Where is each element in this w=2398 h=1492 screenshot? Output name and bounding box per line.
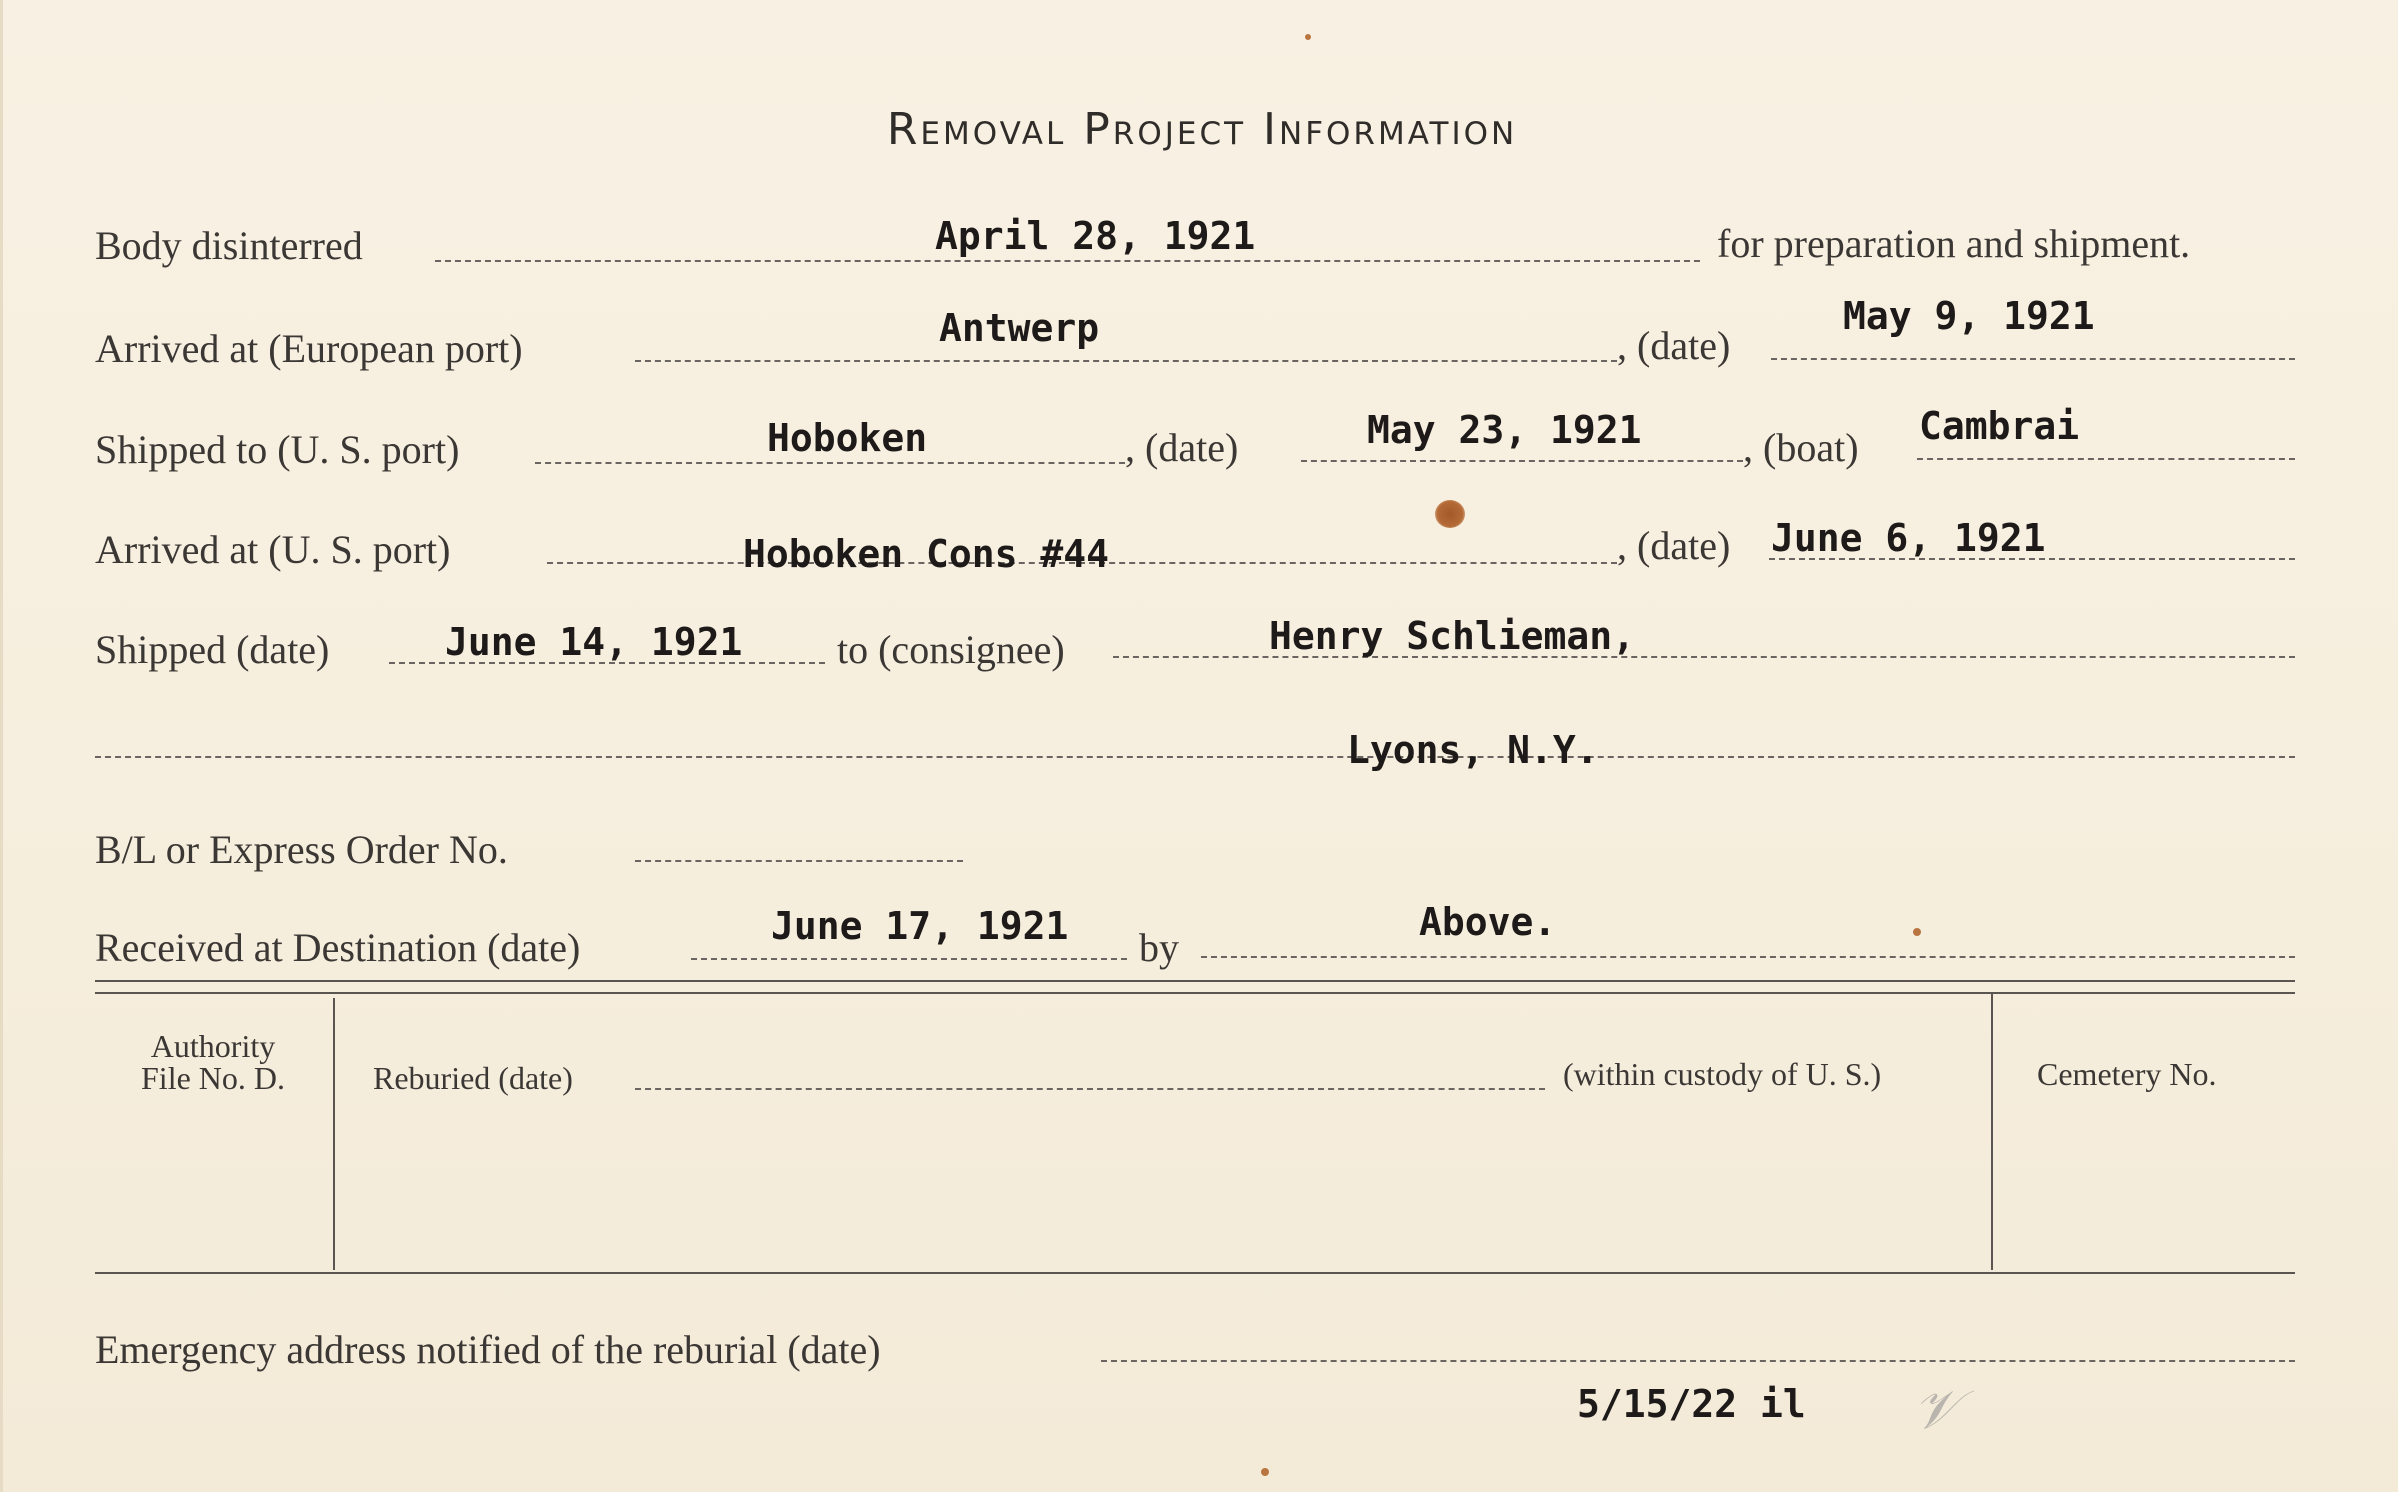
arrived-eu-date: May 9, 1921 xyxy=(1843,294,2095,338)
shipped-us-port: Hoboken xyxy=(767,416,928,460)
arrived-us-label: Arrived at (U. S. port) xyxy=(95,527,451,572)
authority-label: Authority xyxy=(150,1028,276,1064)
shipped-date-label: Shipped (date) xyxy=(95,627,330,672)
box-divider-left xyxy=(333,998,335,1270)
arrived-us-date: June 6, 1921 xyxy=(1771,516,2046,560)
shipped-us-line xyxy=(535,462,1125,464)
bl-label: B/L or Express Order No. xyxy=(95,827,508,872)
arrived-eu-port: Antwerp xyxy=(939,306,1100,350)
paper-speck xyxy=(1913,928,1921,936)
shipped-date: June 14, 1921 xyxy=(445,620,743,664)
arrived-eu-date-label: , (date) xyxy=(1617,323,1731,368)
boat-line xyxy=(1917,458,2295,460)
paper-speck-bottom xyxy=(1261,1468,1269,1476)
arrived-us-date-label: , (date) xyxy=(1617,523,1731,568)
pencil-mark: 𝒱 xyxy=(1913,1378,1958,1441)
disinterred-label: Body disinterred xyxy=(95,223,363,268)
bl-line xyxy=(635,860,963,862)
cemetery-no-label: Cemetery No. xyxy=(2037,1056,2217,1092)
reburied-line xyxy=(635,1088,1545,1090)
consignee-name: Henry Schlieman, xyxy=(1269,614,1636,658)
reburied-label: Reburied (date) xyxy=(373,1060,573,1096)
page-title: Removal Project Information xyxy=(886,104,1518,155)
arrived-eu-label: Arrived at (European port) xyxy=(95,326,523,371)
box-bottom-rule xyxy=(95,1272,2295,1274)
boat-name: Cambrai xyxy=(1919,404,2080,448)
received-date: June 17, 1921 xyxy=(771,904,1069,948)
shipped-us-date-label: , (date) xyxy=(1125,425,1239,470)
received-by-line xyxy=(1201,956,2295,958)
disinterred-suffix: for preparation and shipment. xyxy=(1717,221,2191,266)
shipped-us-date: May 23, 1921 xyxy=(1367,408,1642,452)
received-label: Received at Destination (date) xyxy=(95,925,581,970)
received-by-label: by xyxy=(1139,925,1179,970)
box-top-rule-1 xyxy=(95,980,2295,982)
file-no-label: File No. D. xyxy=(141,1060,285,1096)
consignee-label: to (consignee) xyxy=(837,627,1065,672)
emergency-label: Emergency address notified of the reburial (date) xyxy=(95,1327,881,1372)
received-date-line xyxy=(691,958,1127,960)
arrived-eu-line xyxy=(635,360,1617,362)
paper-speck-top xyxy=(1305,34,1311,40)
arrived-eu-date-line xyxy=(1771,358,2295,360)
disinterred-line xyxy=(435,260,1700,262)
consignee-address-line xyxy=(95,756,2295,758)
received-by: Above. xyxy=(1419,900,1557,944)
file-code: 5/15/22 il xyxy=(1577,1382,1806,1426)
custody-label: (within custody of U. S.) xyxy=(1563,1056,1882,1092)
shipped-us-date-line xyxy=(1301,460,1743,462)
emergency-line xyxy=(1101,1360,2295,1362)
ink-blot xyxy=(1435,500,1465,528)
box-top-rule-2 xyxy=(95,992,2295,994)
disinterred-date: April 28, 1921 xyxy=(935,214,1256,258)
boat-label: , (boat) xyxy=(1743,425,1859,470)
consignee-address: Lyons, N.Y. xyxy=(1347,728,1599,772)
shipped-us-label: Shipped to (U. S. port) xyxy=(95,427,460,472)
box-divider-right xyxy=(1991,994,1993,1270)
arrived-us-port: Hoboken Cons #44 xyxy=(743,532,1110,576)
